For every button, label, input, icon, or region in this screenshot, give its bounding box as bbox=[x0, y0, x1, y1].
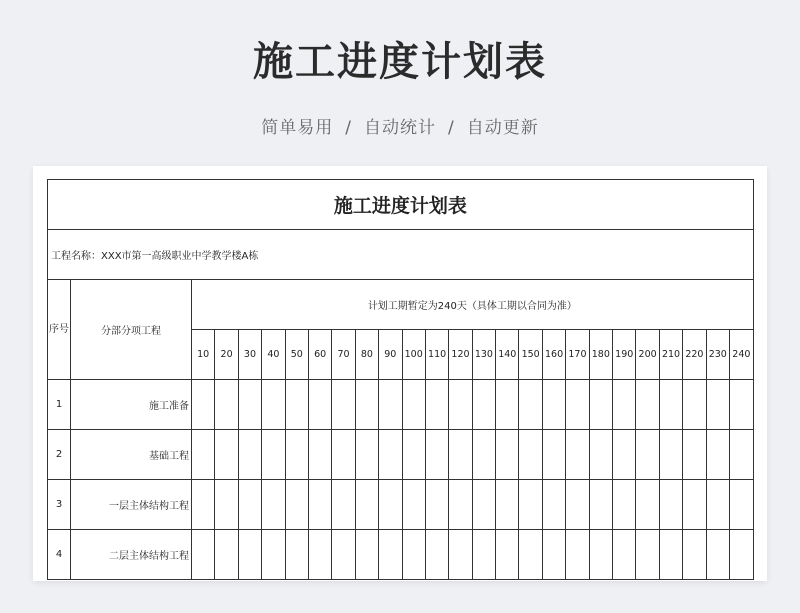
row-seq-cell[interactable]: 3 bbox=[48, 480, 71, 530]
schedule-cell[interactable] bbox=[659, 430, 682, 480]
schedule-cell[interactable] bbox=[449, 480, 472, 530]
day-header: 60 bbox=[308, 330, 331, 380]
schedule-cell[interactable] bbox=[238, 380, 261, 430]
schedule-cell[interactable] bbox=[449, 380, 472, 430]
schedule-table bbox=[47, 179, 754, 580]
schedule-cell[interactable] bbox=[355, 380, 378, 430]
schedule-cell[interactable] bbox=[355, 430, 378, 480]
schedule-cell[interactable] bbox=[636, 430, 659, 480]
schedule-cell[interactable] bbox=[355, 530, 378, 580]
schedule-cell[interactable] bbox=[566, 480, 589, 530]
schedule-cell[interactable] bbox=[566, 380, 589, 430]
day-header: 220 bbox=[683, 330, 706, 380]
feature-1: 简单易用 bbox=[261, 118, 334, 138]
day-header: 20 bbox=[215, 330, 238, 380]
schedule-cell[interactable] bbox=[379, 430, 402, 480]
schedule-cell[interactable] bbox=[192, 430, 215, 480]
schedule-cell[interactable] bbox=[425, 480, 448, 530]
schedule-cell[interactable] bbox=[262, 530, 285, 580]
schedule-cell[interactable] bbox=[729, 480, 753, 530]
schedule-cell[interactable] bbox=[285, 430, 308, 480]
schedule-cell[interactable] bbox=[472, 480, 495, 530]
schedule-cell[interactable] bbox=[379, 480, 402, 530]
schedule-cell[interactable] bbox=[729, 380, 753, 430]
schedule-cell[interactable] bbox=[519, 380, 542, 430]
day-header: 240 bbox=[729, 330, 753, 380]
schedule-cell[interactable] bbox=[332, 430, 355, 480]
schedule-cell[interactable] bbox=[402, 530, 425, 580]
day-header: 210 bbox=[659, 330, 682, 380]
day-header: 120 bbox=[449, 330, 472, 380]
separator: / bbox=[448, 118, 455, 138]
schedule-cell[interactable] bbox=[215, 380, 238, 430]
schedule-cell[interactable] bbox=[613, 380, 636, 430]
schedule-cell[interactable] bbox=[332, 380, 355, 430]
feature-3: 自动更新 bbox=[466, 118, 539, 138]
day-header: 190 bbox=[613, 330, 636, 380]
schedule-cell[interactable] bbox=[706, 480, 729, 530]
schedule-cell[interactable] bbox=[238, 480, 261, 530]
day-header: 30 bbox=[238, 330, 261, 380]
day-header: 160 bbox=[542, 330, 565, 380]
schedule-cell[interactable] bbox=[308, 530, 331, 580]
schedule-cell[interactable] bbox=[706, 530, 729, 580]
feature-tagline bbox=[0, 113, 800, 138]
schedule-cell[interactable] bbox=[613, 430, 636, 480]
schedule-cell[interactable] bbox=[425, 380, 448, 430]
schedule-cell[interactable] bbox=[683, 480, 706, 530]
sheet-title: 施工进度计划表 bbox=[48, 180, 754, 230]
schedule-cell[interactable] bbox=[285, 380, 308, 430]
schedule-cell[interactable] bbox=[472, 530, 495, 580]
schedule-cell[interactable] bbox=[683, 530, 706, 580]
day-header: 90 bbox=[379, 330, 402, 380]
schedule-cell[interactable] bbox=[613, 530, 636, 580]
table-row bbox=[48, 380, 754, 430]
schedule-cell[interactable] bbox=[308, 380, 331, 430]
schedule-cell[interactable] bbox=[379, 530, 402, 580]
schedule-cell[interactable] bbox=[308, 430, 331, 480]
schedule-cell[interactable] bbox=[262, 430, 285, 480]
row-seq-cell[interactable]: 4 bbox=[48, 530, 71, 580]
schedule-cell[interactable] bbox=[659, 480, 682, 530]
schedule-cell[interactable] bbox=[472, 380, 495, 430]
row-item-cell[interactable]: 一层主体结构工程 bbox=[71, 480, 192, 530]
day-header: 130 bbox=[472, 330, 495, 380]
schedule-cell[interactable] bbox=[706, 430, 729, 480]
schedule-cell[interactable] bbox=[496, 530, 519, 580]
feature-2: 自动统计 bbox=[364, 118, 436, 138]
schedule-cell[interactable] bbox=[285, 530, 308, 580]
schedule-cell[interactable] bbox=[519, 430, 542, 480]
schedule-cell[interactable] bbox=[542, 530, 565, 580]
day-header: 170 bbox=[566, 330, 589, 380]
day-header: 40 bbox=[262, 330, 285, 380]
day-header: 140 bbox=[496, 330, 519, 380]
schedule-cell[interactable] bbox=[332, 480, 355, 530]
schedule-cell[interactable] bbox=[215, 430, 238, 480]
day-header: 110 bbox=[425, 330, 448, 380]
schedule-cell[interactable] bbox=[402, 430, 425, 480]
schedule-cell[interactable] bbox=[238, 530, 261, 580]
day-header: 180 bbox=[589, 330, 612, 380]
row-item-cell[interactable]: 基础工程 bbox=[71, 430, 192, 480]
schedule-cell[interactable] bbox=[308, 480, 331, 530]
schedule-cell[interactable] bbox=[496, 380, 519, 430]
schedule-cell[interactable] bbox=[566, 430, 589, 480]
schedule-cell[interactable] bbox=[683, 380, 706, 430]
schedule-cell[interactable] bbox=[496, 430, 519, 480]
row-item-cell[interactable]: 施工准备 bbox=[71, 380, 192, 430]
schedule-cell[interactable] bbox=[542, 430, 565, 480]
schedule-cell[interactable] bbox=[192, 480, 215, 530]
schedule-cell[interactable] bbox=[589, 480, 612, 530]
schedule-cell[interactable] bbox=[589, 380, 612, 430]
schedule-cell[interactable] bbox=[519, 530, 542, 580]
schedule-cell[interactable] bbox=[496, 480, 519, 530]
table-row bbox=[48, 430, 754, 480]
schedule-cell[interactable] bbox=[729, 430, 753, 480]
spreadsheet-preview bbox=[33, 166, 767, 581]
schedule-cell[interactable] bbox=[613, 480, 636, 530]
schedule-cell[interactable] bbox=[449, 530, 472, 580]
header-item: 分部分项工程 bbox=[71, 280, 192, 380]
schedule-cell[interactable] bbox=[589, 430, 612, 480]
row-item-cell[interactable]: 二层主体结构工程 bbox=[71, 530, 192, 580]
schedule-cell[interactable] bbox=[425, 430, 448, 480]
header-plan-duration: 计划工期暂定为240天（具体工期以合同为准） bbox=[192, 280, 754, 330]
schedule-cell[interactable] bbox=[566, 530, 589, 580]
schedule-cell[interactable] bbox=[215, 480, 238, 530]
schedule-cell[interactable] bbox=[449, 430, 472, 480]
day-header: 70 bbox=[332, 330, 355, 380]
row-seq-cell[interactable]: 2 bbox=[48, 430, 71, 480]
day-header: 100 bbox=[402, 330, 425, 380]
schedule-cell[interactable] bbox=[192, 530, 215, 580]
schedule-cell[interactable] bbox=[659, 530, 682, 580]
schedule-cell[interactable] bbox=[332, 530, 355, 580]
table-row bbox=[48, 480, 754, 530]
schedule-cell[interactable] bbox=[215, 530, 238, 580]
schedule-cell[interactable] bbox=[262, 480, 285, 530]
schedule-cell[interactable] bbox=[402, 380, 425, 430]
table-row bbox=[48, 530, 754, 580]
schedule-cell[interactable] bbox=[285, 480, 308, 530]
schedule-cell[interactable] bbox=[636, 380, 659, 430]
schedule-cell[interactable] bbox=[706, 380, 729, 430]
schedule-cell[interactable] bbox=[472, 430, 495, 480]
schedule-cell[interactable] bbox=[402, 480, 425, 530]
day-header: 50 bbox=[285, 330, 308, 380]
schedule-cell[interactable] bbox=[683, 430, 706, 480]
schedule-cell[interactable] bbox=[192, 380, 215, 430]
schedule-cell[interactable] bbox=[636, 530, 659, 580]
day-header: 230 bbox=[706, 330, 729, 380]
schedule-cell[interactable] bbox=[425, 530, 448, 580]
day-header: 80 bbox=[355, 330, 378, 380]
schedule-cell[interactable] bbox=[519, 480, 542, 530]
day-header: 200 bbox=[636, 330, 659, 380]
schedule-cell[interactable] bbox=[542, 480, 565, 530]
project-name-cell[interactable]: 工程名称：XXX市第一高级职业中学教学楼A栋 bbox=[48, 230, 754, 280]
schedule-cell[interactable] bbox=[589, 530, 612, 580]
day-header: 10 bbox=[192, 330, 215, 380]
schedule-cell[interactable] bbox=[636, 480, 659, 530]
schedule-cell[interactable] bbox=[542, 380, 565, 430]
schedule-cell[interactable] bbox=[659, 380, 682, 430]
day-header: 150 bbox=[519, 330, 542, 380]
header-seq: 序号 bbox=[48, 280, 71, 380]
schedule-cell[interactable] bbox=[355, 480, 378, 530]
page-title: 施工进度计划表 bbox=[253, 39, 547, 85]
schedule-cell[interactable] bbox=[729, 530, 753, 580]
separator: / bbox=[345, 118, 352, 138]
row-seq-cell[interactable]: 1 bbox=[48, 380, 71, 430]
schedule-cell[interactable] bbox=[262, 380, 285, 430]
schedule-cell[interactable] bbox=[238, 430, 261, 480]
schedule-cell[interactable] bbox=[379, 380, 402, 430]
